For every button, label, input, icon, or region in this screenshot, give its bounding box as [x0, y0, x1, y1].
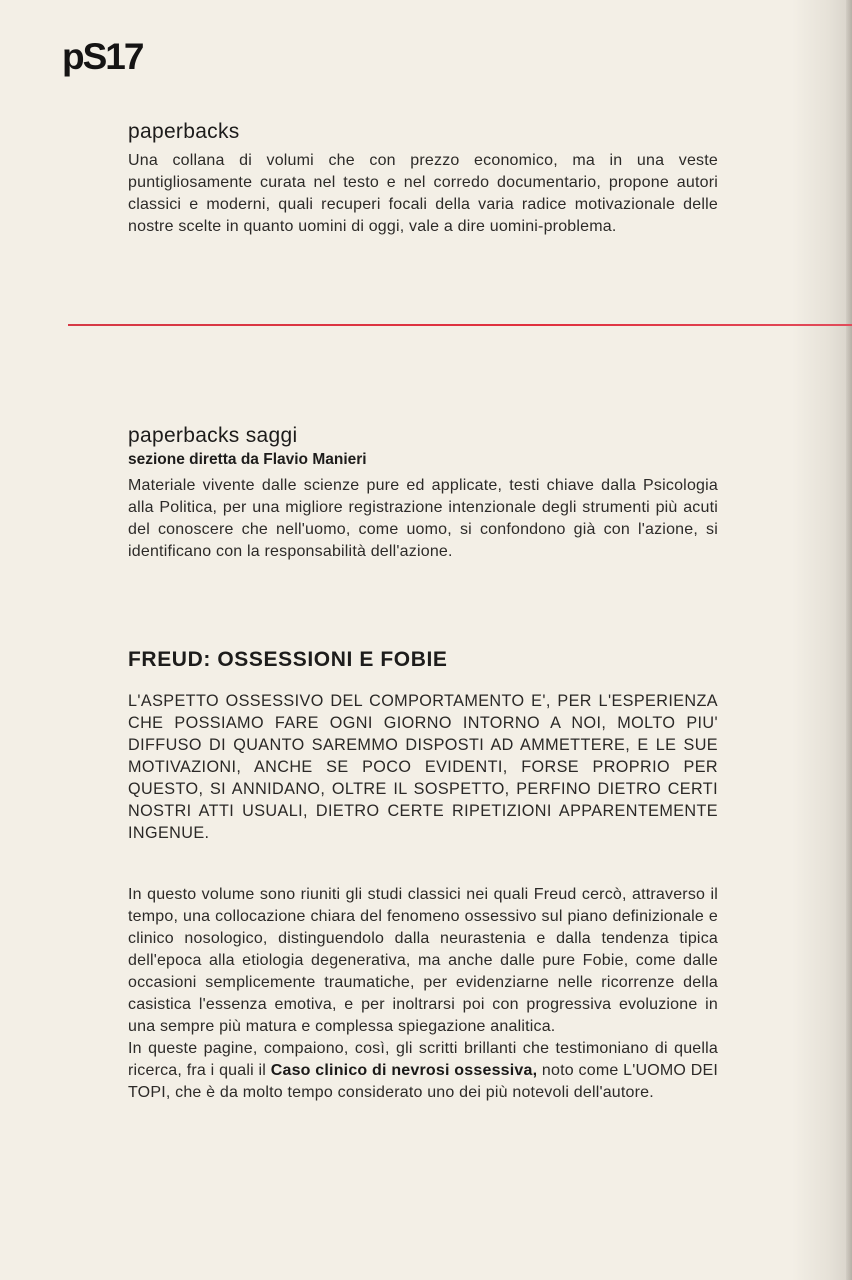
section-paperbacks-saggi: [128, 424, 718, 563]
book-intro-caps: L'ASPETTO OSSESSIVO DEL COMPORTAMENTO E', PER L'ESPERIENZA CHE POSSIAMO FARE OGNI GIORNO INTORNO A NOI, MOLTO PIU' DIFFUSO DI QUANTO SAREMMO DISPOSTI AD AMMETTERE, E LE SUE MOTIVAZIONI, ANCHE SE POCO EVIDENTI, FORSE PROPRIO PER QUESTO, SI ANNIDANO, OLTRE IL SOSPETTO, PERFINO DIETRO CERTI NOSTRI ATTI USUALI, DIETRO CERTE RIPETIZIONI APPARENTEMENTE INGENUE.: [128, 692, 718, 842]
para2-text-after: noto come L'UOMO DEI TOPI, che è da molto tempo considerato uno dei più notevoli dell'autore.: [128, 1062, 718, 1101]
description-paragraph-1: In questo volume sono riuniti gli studi classici nei quali Freud cercò, attraverso il tempo, una collocazione chiara del fenomeno ossessivo sul piano definizionale e clinico nosologico, distinguendolo dalla neurastenia e dalla tendenza tipica dell'epoca alla etiologia degenerativa, ma anche dalle pure Fobie, come dalle occasioni semplicemente traumatiche, per evidenziarne nelle ricorrenze della casistica l'essenza emotiva, e per inoltrarsi poi con progressiva evoluzione in una sempre più matura e complessa spiegazione analitica.: [128, 886, 718, 1035]
section-heading: paperbacks: [128, 120, 240, 143]
series-logo: pS17: [62, 36, 143, 77]
spine-shadow: [792, 0, 852, 1280]
para2-bold-title: Caso clinico di nevrosi ossessiva,: [270, 1062, 538, 1079]
book-description: [128, 884, 718, 1104]
page-edge: [846, 0, 852, 1280]
section-paperbacks: [128, 120, 718, 238]
section-heading: paperbacks saggi: [128, 424, 298, 447]
description-paragraph-2: [128, 1038, 718, 1104]
section-text: Materiale vivente dalle scienze pure ed applicate, testi chiave dalla Psicologia alla Politica, per una migliore registrazione intenzionale degli strumenti più acuti del conoscere che nell'uomo, come uomo, si confondono già con l'azione, si identificano con la responsabilità dell'azione.: [128, 477, 718, 560]
book-title: FREUD: OSSESSIONI E FOBIE: [128, 648, 448, 671]
section-text: Una collana di volumi che con prezzo economico, ma in una veste puntigliosamente curata nel testo e nel corredo documentario, propone autori classici e moderni, quali recuperi focali della varia radice motivazionale delle nostre scelte in quanto uomini di oggi, vale a dire uomini-problema.: [128, 152, 718, 235]
para2-text-before: In queste pagine, compaiono, così, gli scritti brillanti che testimoniano di quella ricerca, fra i quali il: [128, 1040, 718, 1079]
section-subheading: sezione diretta da Flavio Manieri: [128, 451, 367, 468]
red-divider: [68, 324, 852, 326]
